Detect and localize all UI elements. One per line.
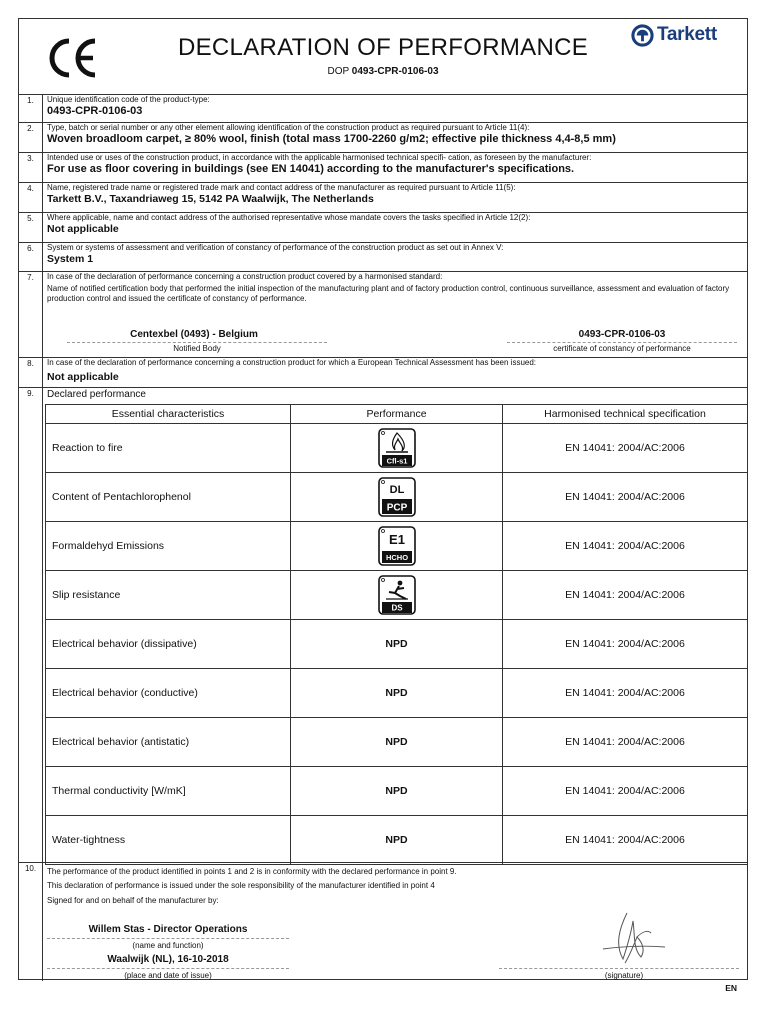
table-row [46,669,748,718]
spec-cell: EN 14041: 2004/AC:2006 [503,816,748,865]
section-number: 2. [19,123,43,152]
section-number: 7. [19,272,43,357]
table-row [46,816,748,865]
section-3 [19,153,747,183]
section-4 [19,183,747,213]
column-header: Harmonised technical specification [503,405,748,424]
column-header: Performance [291,405,503,424]
dashed-divider [47,938,289,939]
tarkett-logo-icon [631,24,654,47]
brand-logo [631,23,717,47]
notified-body-description: Name of notified certification body that performed the initial inspection of the manufacturing plant and of factory production control, continuous surveillance, assessment and evaluation of factory production control and issued the certificate of constancy of performance. [47,284,730,303]
section-label: Intended use or uses of the construction product, in accordance with the applicable harmonised technical specifi- cation, as foreseen by the manufacturer: [47,153,592,162]
signed-on-behalf: Signed for and on behalf of the manufacturer by: [47,896,219,905]
section-number: 10. [19,863,43,981]
table-row [46,522,748,571]
svg-text:DS: DS [390,603,403,613]
signature-image [597,907,667,967]
responsibility-statement: This declaration of performance is issued under the sole responsibility of the manufacturer identified in point 4 [47,881,435,890]
section-label: In case of the declaration of performance concerning a construction product for which a European Technical Assessment has been issued: [47,358,537,367]
table-row [46,473,748,522]
avcp-system: System 1 [47,253,94,265]
section-number: 3. [19,153,43,182]
slip-resistance-ds-icon [378,575,416,615]
performance-cell: NPD [291,816,503,865]
section-label: Unique identification code of the product-type: [47,95,210,104]
section-label: Where applicable, name and contact address of the authorised representative whose mandate covers the tasks specified in Article 12(2): [47,213,531,222]
performance-cell [291,473,503,522]
certificate-caption: certificate of constancy of performance [553,344,691,353]
characteristic-cell: Slip resistance [46,571,291,620]
performance-cell [291,571,503,620]
section-8 [19,358,747,388]
formaldehyde-e1-icon [378,526,416,566]
manufacturer-address: Tarkett B.V., Taxandriaweg 15, 5142 PA Waalwijk, The Netherlands [47,193,374,205]
characteristic-cell: Electrical behavior (conductive) [46,669,291,718]
language-code: EN [725,983,737,993]
section-2 [19,123,747,153]
table-row [46,767,748,816]
place-date-caption: (place and date of issue) [124,971,212,980]
signer-name: Willem Stas - Director Operations [88,924,248,935]
dop-reference [19,66,747,77]
table-row [46,718,748,767]
dashed-divider [499,968,739,969]
section-label: Name, registered trade name or registered trade mark and contact address of the manufacturer as required pursuant to Article 11(5): [47,183,516,192]
product-identification: Woven broadloom carpet, ≥ 80% wool, finish (total mass 1700-2260 g/m2; effective pile thickness 4,4-8,5 mm) [47,133,616,145]
section-number: 6. [19,243,43,271]
characteristic-cell: Reaction to fire [46,424,291,473]
section-1 [19,95,747,123]
characteristic-cell: Formaldehyd Emissions [46,522,291,571]
table-header-row [46,405,748,424]
document-header [19,19,747,95]
dashed-divider [507,342,737,343]
performance-cell: NPD [291,718,503,767]
brand-name: Tarkett [657,24,717,45]
section-label: In case of the declaration of performance concerning a construction product covered by a harmonised standard: [47,272,443,281]
section-number: 4. [19,183,43,212]
characteristic-cell: Electrical behavior (antistatic) [46,718,291,767]
notified-body-caption: Notified Body [173,344,221,353]
performance-cell: NPD [291,669,503,718]
declared-performance-title: Declared performance [47,389,146,400]
section-number: 1. [19,95,43,122]
performance-cell [291,522,503,571]
authorised-representative: Not applicable [47,223,119,235]
dop-number: 0493-CPR-0106-03 [351,66,439,77]
spec-cell: EN 14041: 2004/AC:2006 [503,620,748,669]
svg-text:PCP: PCP [386,502,407,514]
section-5 [19,213,747,243]
pcp-dl-icon [378,477,416,517]
section-6 [19,243,747,272]
table-row [46,571,748,620]
eta-status: Not applicable [47,371,119,383]
section-number: 5. [19,213,43,242]
performance-cell: NPD [291,767,503,816]
performance-cell: NPD [291,620,503,669]
product-type-code: 0493-CPR-0106-03 [47,105,143,117]
characteristic-cell: Water-tightness [46,816,291,865]
characteristic-cell: Electrical behavior (dissipative) [46,620,291,669]
svg-text:E1: E1 [388,532,405,547]
section-number: 8. [19,358,43,387]
section-label: System or systems of assessment and verification of constancy of performance of the construction product as set out in Annex V: [47,243,504,252]
spec-cell: EN 14041: 2004/AC:2006 [503,424,748,473]
signer-caption: (name and function) [132,941,204,950]
certificate-number: 0493-CPR-0106-03 [578,329,666,340]
dashed-divider [47,968,289,969]
intended-use: For use as floor covering in buildings (see EN 14041) according to the manufacturer's specifications. [47,163,575,175]
spec-cell: EN 14041: 2004/AC:2006 [503,669,748,718]
spec-cell: EN 14041: 2004/AC:2006 [503,718,748,767]
place-and-date: Waalwijk (NL), 16-10-2018 [107,954,229,965]
svg-text:Cfl-s1: Cfl-s1 [386,456,407,466]
svg-text:DL: DL [389,484,404,496]
table-row [46,424,748,473]
section-9 [19,388,747,863]
notified-body: Centexbel (0493) - Belgium [130,329,258,340]
fire-class-cfl-s1-icon [378,428,416,468]
dashed-divider [67,342,327,343]
column-header: Essential characteristics [46,405,291,424]
performance-table [45,404,748,865]
characteristic-cell: Content of Pentachlorophenol [46,473,291,522]
section-10 [19,863,747,993]
section-number: 9. [19,388,43,862]
spec-cell: EN 14041: 2004/AC:2006 [503,522,748,571]
declaration-document [18,18,748,993]
spec-cell: EN 14041: 2004/AC:2006 [503,473,748,522]
dop-prefix: DOP [327,66,349,77]
section-7 [19,272,747,358]
characteristic-cell: Thermal conductivity [W/mK] [46,767,291,816]
table-row [46,620,748,669]
section-label: Type, batch or serial number or any other element allowing identification of the construction product as required pursuant to Article 11(4): [47,123,530,132]
conformity-statement: The performance of the product identified in points 1 and 2 is in conformity with the declared performance in point 9. [47,867,457,876]
spec-cell: EN 14041: 2004/AC:2006 [503,571,748,620]
page-title: DECLARATION OF PERFORMANCE [177,34,589,61]
svg-text:HCHO: HCHO [385,553,408,562]
performance-cell [291,424,503,473]
spec-cell: EN 14041: 2004/AC:2006 [503,767,748,816]
signature-caption: (signature) [604,971,644,980]
